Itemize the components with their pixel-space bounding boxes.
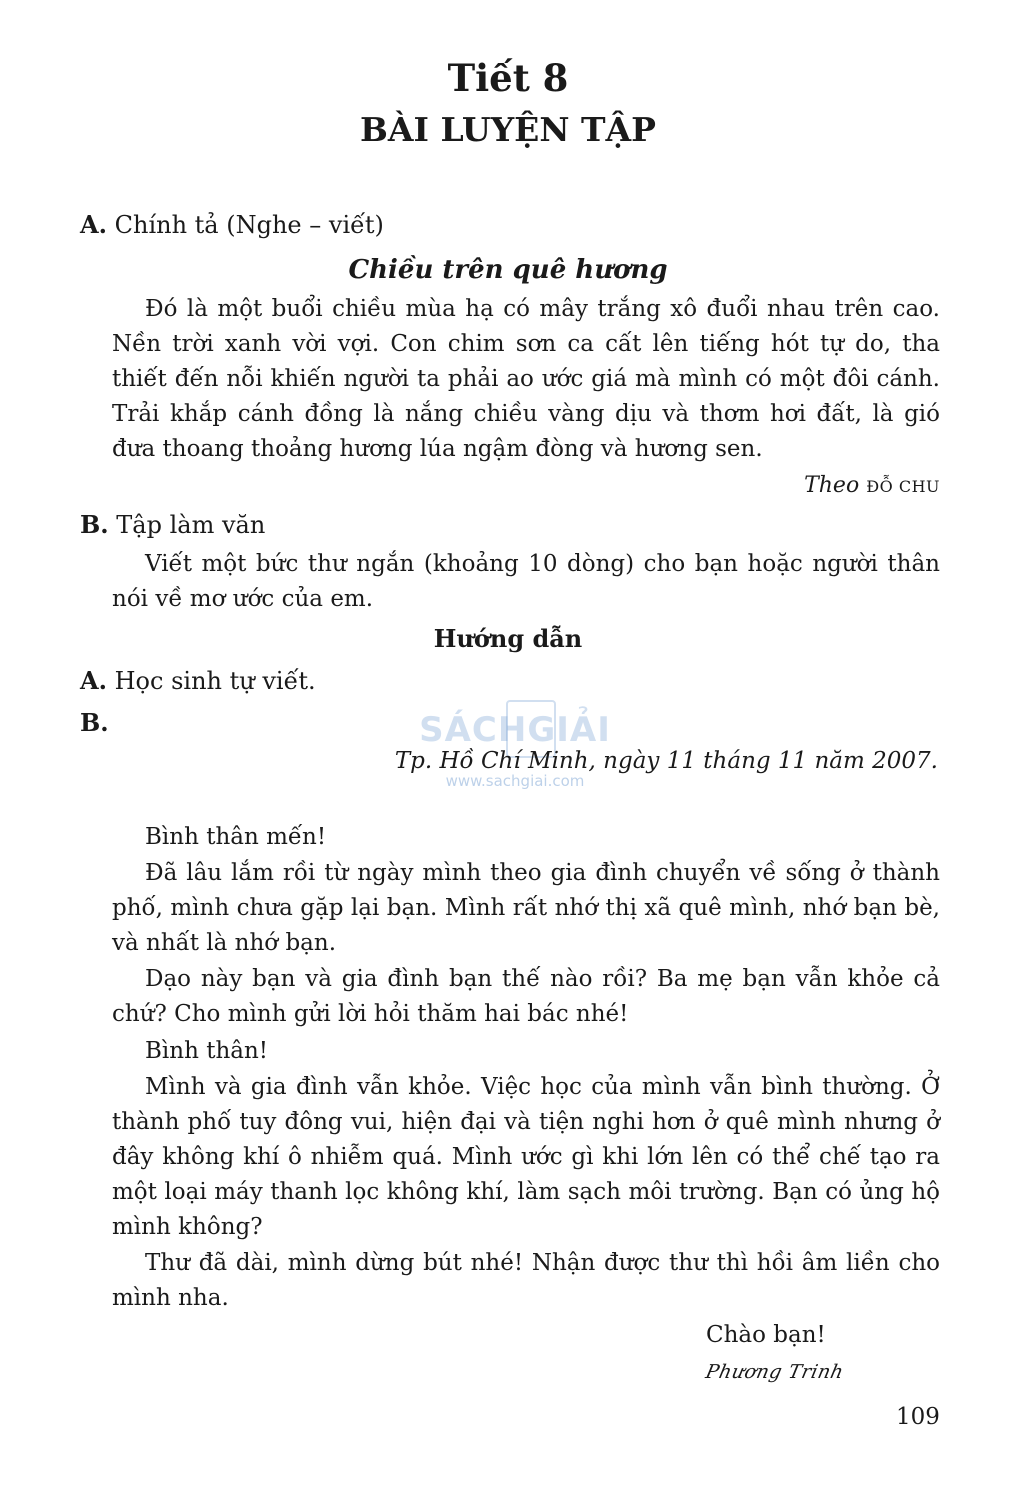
answer-b: [80, 706, 109, 740]
page-number: 109: [896, 1404, 940, 1430]
writing-task: Viết một bức thư ngắn (khoảng 10 dòng) cho bạn hoặc người thân nói về mơ ước của em.: [112, 551, 940, 612]
answer-b-mark: B.: [80, 708, 109, 737]
section-a-label: Chính tả (Nghe – viết): [114, 211, 384, 239]
letter-closing: Chào bạn!: [706, 1322, 826, 1348]
letter-greeting: Bình thân mến!: [145, 824, 327, 850]
lesson-title: BÀI LUYỆN TẬP: [360, 110, 656, 149]
source-author: ĐỖ CHU: [866, 477, 940, 496]
section-a-mark: A.: [80, 210, 107, 239]
answer-a: [80, 664, 316, 698]
passage-title: Chiều trên quê hương: [348, 255, 668, 285]
letter-address: Bình thân!: [145, 1038, 269, 1064]
letter-paragraph-3: Mình và gia đình vẫn khỏe. Việc học của mình vẫn bình thường. Ở thành phố tuy đông vui, hiện đại và tiện nghi hơn ở quê mình nhưng ở đây không khí ô nhiễm quá. Mình ước gì khi lớn lên có thể chế tạo ra một loại máy thanh lọc không khí, làm sạch môi trường. Bạn có ủng hộ mình không?: [112, 1074, 940, 1240]
section-b-label: Tập làm văn: [116, 511, 266, 539]
letter-paragraph-4: Thư đã dài, mình dừng bút nhé! Nhận được thư thì hồi âm liền cho mình nha.: [112, 1250, 940, 1311]
letter-date-line: Tp. Hồ Chí Minh, ngày 11 tháng 11 năm 2007.: [394, 748, 938, 774]
watermark-brand: SÁCHGIẢI: [419, 710, 611, 750]
answer-a-text: Học sinh tự viết.: [114, 667, 316, 695]
source-prefix: Theo: [804, 473, 860, 498]
answer-a-mark: A.: [80, 666, 107, 695]
letter-signature: Phương Trinh: [703, 1361, 846, 1383]
passage-source: [804, 470, 940, 503]
guide-title: Hướng dẫn: [433, 624, 583, 653]
section-b-heading: [80, 508, 265, 542]
watermark-url: www.sachgiai.com: [445, 772, 585, 790]
letter-paragraph-2: Dạo này bạn và gia đình bạn thế nào rồi? Ba mẹ bạn vẫn khỏe cả chứ? Cho mình gửi lời hỏi thăm hai bác nhé!: [112, 966, 940, 1027]
letter-paragraph-1: Đã lâu lắm rồi từ ngày mình theo gia đình chuyển về sống ở thành phố, mình chưa gặp lại bạn. Mình rất nhớ thị xã quê mình, nhớ bạn bè, và nhất là nhớ bạn.: [112, 860, 940, 956]
dictation-passage: Đó là một buổi chiều mùa hạ có mây trắng xô đuổi nhau trên cao. Nền trời xanh vời vợi. Con chim sơn ca cất lên tiếng hót tự do, tha thiết đến nỗi khiến người ta phải ao ước giá mà mình có một đôi cánh. Trải khắp cánh đồng là nắng chiều vàng dịu và thơm hơi đất, là gió đưa thoang thoảng hương lúa ngậm đòng và hương sen.: [112, 296, 940, 462]
lesson-heading: Tiết 8: [447, 56, 569, 100]
section-b-mark: B.: [80, 510, 109, 539]
section-a-heading: [80, 208, 384, 242]
